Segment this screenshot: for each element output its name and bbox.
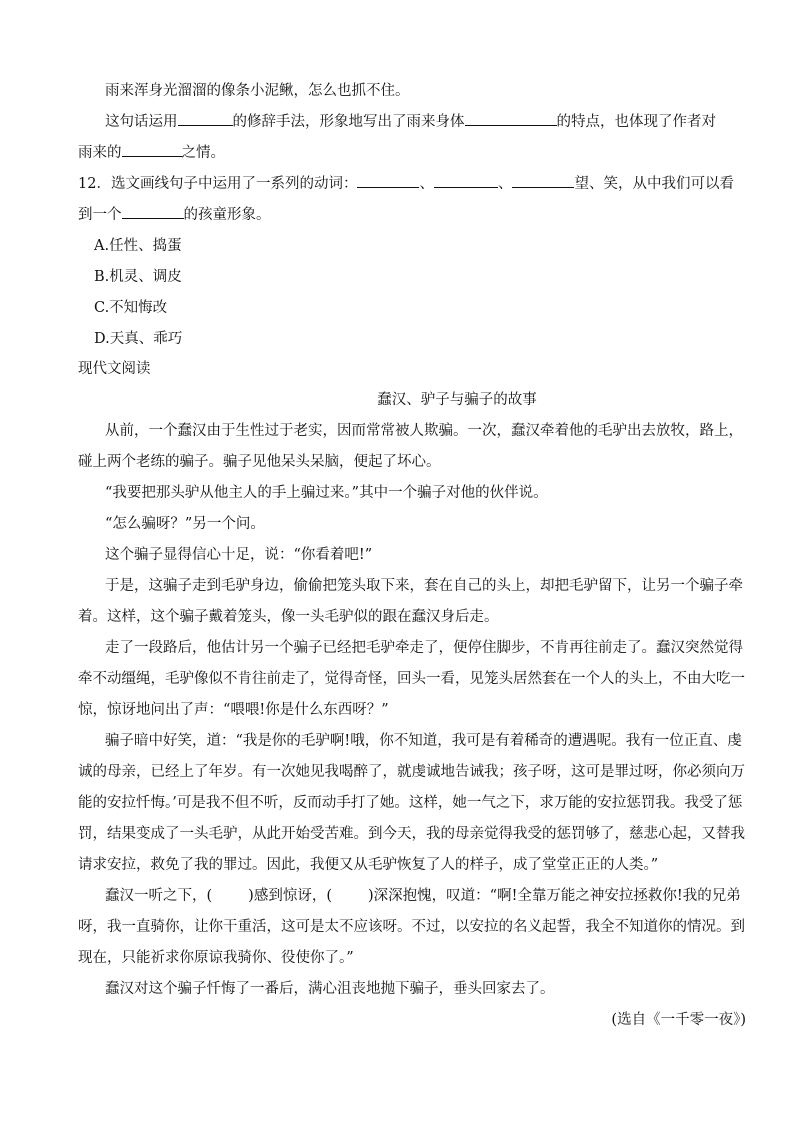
option-c[interactable]: C.不知悔改: [94, 300, 168, 316]
answer-blank[interactable]: [178, 109, 233, 126]
paragraph-5: 于是，这骗子走到毛驴身边，偷偷把笼头取下来，套在自己的头上，却把毛驴留下，让另一个骗子牵着。这样，这个骗子戴着笼头，像一头毛驴似的跟在蠢汉身后走。: [78, 578, 743, 625]
passage-title: 蠢汉、驴子与骗子的故事: [377, 392, 537, 408]
paragraph-1: 从前，一个蠢汉由于生性过于老实，因而常常被人欺骗。一次，蠢汉牵着他的毛驴出去放牧，路上，碰上两个老练的骗子。骗子见他呆头呆脑，便起了坏心。: [78, 423, 743, 470]
paragraph-7: 骗子暗中好笑，道：“我是你的毛驴啊!哦，你不知道，我可是有着稀奇的遭遇呢。我有一位正直、虔诚的母亲，已经上了年岁。有一次她见我喝醉了，就虔诚地告诫我；孩子呀，这可是罪过呀，你必须向万能的安拉忏悔。’可是我不但不听，反而动手打了她。这样，她一气之下，求万能的安拉惩罚我。我受了惩罚，结果变成了一头毛驴，从此开始受苦难。到今天，我的母亲觉得我受的惩罚够了，慈悲心起，又替我请求安拉，救免了我的罪过。因此，我便又从毛驴恢复了人的样子，成了堂堂正正的人类。”: [78, 733, 745, 873]
answer-blank[interactable]: [122, 140, 182, 157]
question-12: [78, 169, 748, 355]
paragraph-6: 走了一段路后，他估计另一个骗子已经把毛驴牵走了，便停住脚步，不肯再往前走了。蠢汉突然觉得牵不动缰绳，毛驴像似不肯往前走了，觉得奇怪，回头一看，见笼头居然套在一个人的头上，不由大吃一惊，惊讶地问出了声：“喂喂!你是什么东西呀？”: [78, 640, 745, 718]
option-d[interactable]: D.天真、乖巧: [94, 331, 183, 347]
paragraph-2: “我要把那头驴从他主人的手上骗过来。”其中一个骗子对他的伙伴说。: [105, 485, 548, 501]
reading-passage: [78, 354, 748, 1036]
answer-blank[interactable]: [512, 171, 574, 188]
q11-line-3: 雨来的 之情。: [78, 138, 748, 169]
answer-blank[interactable]: [434, 171, 498, 188]
section-label: 现代文阅读: [78, 361, 151, 377]
answer-blank[interactable]: [357, 171, 419, 188]
q12-line-1: 12．选文画线句子中运用了一系列的动词： 、 、 望、笑，从中我们可以看: [78, 169, 748, 200]
question-11: [78, 76, 748, 169]
q11-line-2: 这句话运用 的修辞手法，形象地写出了雨来身体 的特点，也体现了作者对: [78, 107, 748, 138]
q12-line-2: 到一个 的孩童形象。: [78, 200, 748, 231]
answer-blank[interactable]: [465, 109, 557, 126]
paragraph-3: “怎么骗呀？”另一个问。: [105, 516, 265, 532]
answer-blank[interactable]: [122, 202, 184, 219]
paragraph-9: 蠢汉对这个骗子忏悔了一番后，满心沮丧地抛下骗子，垂头回家去了。: [105, 981, 555, 997]
source-citation: (选自《一千零一夜》): [611, 1012, 746, 1028]
paragraph-4: 这个骗子显得信心十足，说：“你看着吧!”: [105, 547, 373, 563]
paragraph-8: 蠢汉一听之下，( )感到惊讶，( )深深抱愧，叹道：“啊!全靠万能之神安拉拯救你!我的兄弟呀，我一直骑你，让你干重活，这可是太不应该呀。不过，以安拉的名义起誓，我全不知道你的情况。到现在，只能祈求你原谅我骑你、役使你了。”: [78, 888, 745, 966]
quoted-sentence: 雨来浑身光溜溜的像条小泥鳅，怎么也抓不住。: [105, 83, 410, 99]
option-b[interactable]: B.机灵、调皮: [94, 269, 182, 285]
option-a[interactable]: A.任性、捣蛋: [94, 238, 182, 254]
